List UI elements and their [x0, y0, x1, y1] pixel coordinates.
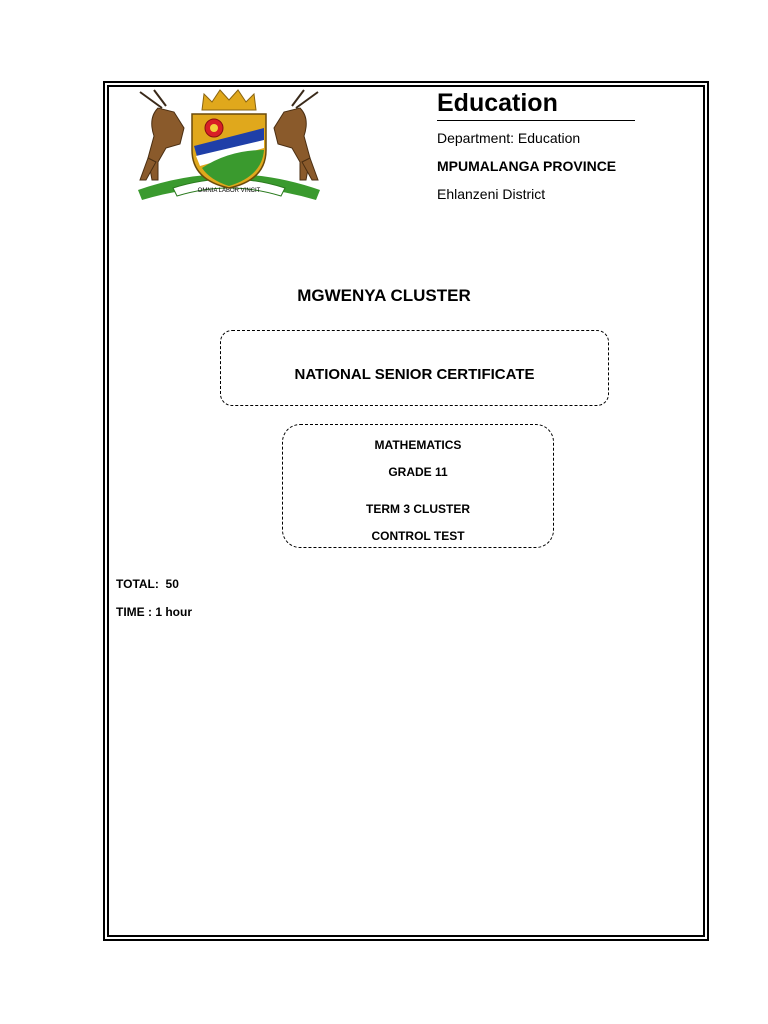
- cluster-title: MGWENYA CLUSTER: [297, 286, 471, 305]
- department-label: Department: Education: [437, 130, 581, 146]
- crest-motto: OMNIA LABOR VINCIT: [197, 188, 261, 194]
- coat-of-arms-logo: [118, 88, 340, 210]
- province-label: MPUMALANGA PROVINCE: [437, 158, 617, 174]
- certificate-title: NATIONAL SENIOR CERTIFICATE: [294, 366, 535, 383]
- time-allowed: TIME : 1 hour: [116, 605, 192, 619]
- district-label: Ehlanzeni District: [437, 186, 546, 202]
- subject-box: [282, 424, 554, 548]
- header-title: Education: [437, 88, 635, 121]
- subject-label: MATHEMATICS: [374, 438, 462, 452]
- test-label: CONTROL TEST: [371, 529, 465, 543]
- certificate-box: [220, 330, 609, 406]
- term-label: TERM 3 CLUSTER: [365, 502, 470, 516]
- grade-label: GRADE 11: [388, 465, 448, 479]
- total-marks: TOTAL: 50: [116, 577, 179, 591]
